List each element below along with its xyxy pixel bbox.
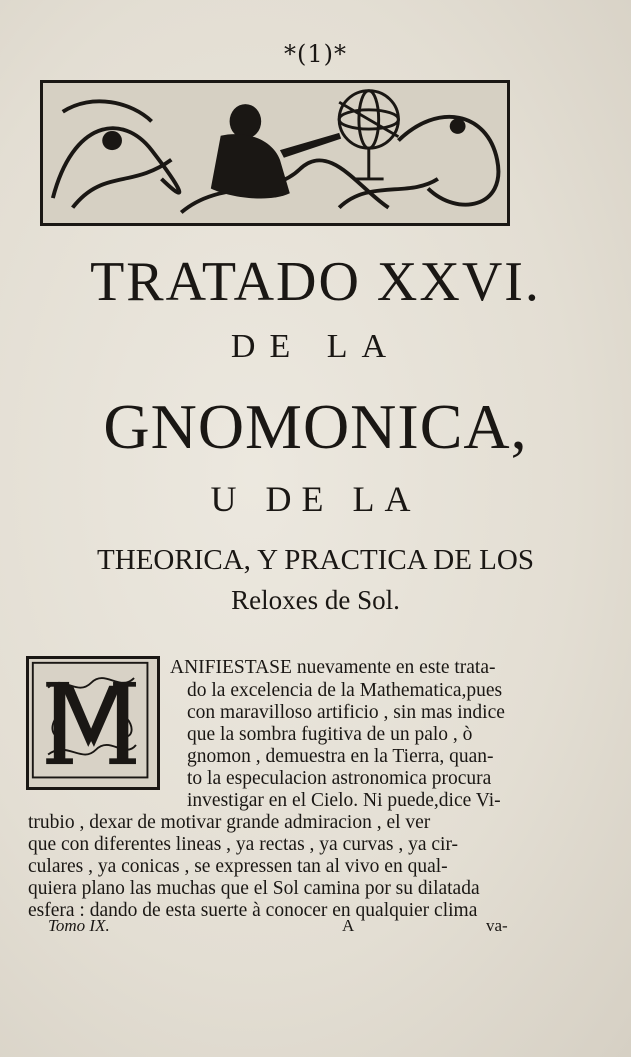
page-number: *(1)*: [284, 40, 347, 68]
body-line-12: esfera : dando de esta suerte à conocer en qualquier clima: [28, 900, 478, 921]
volume-label: Tomo IX.: [48, 916, 110, 935]
body-line-11: quiera plano las muchas que el Sol camina por su dilatada: [28, 878, 480, 899]
body-line-9: que con diferentes lineas , ya rectas , ya curvas , ya cir-: [28, 834, 459, 855]
title-line-1: TRATADO XXVI.: [90, 251, 541, 313]
body-line-1: ANIFIESTASE nuevamente en este trata-: [170, 657, 496, 678]
title-line-2: DE LA: [230, 328, 401, 365]
body-line-8: trubio , dexar de motivar grande admiracion , el ver: [28, 812, 431, 833]
body-line-10: culares , ya conicas , se expressen tan al vivo en qual-: [28, 856, 448, 877]
decorated-initial-m: [26, 656, 160, 790]
body-line-5: gnomon , demuestra en la Tierra, quan-: [187, 746, 494, 767]
headpiece-woodcut: [43, 83, 507, 223]
headpiece-ornament: [40, 80, 510, 226]
title-line-6: Reloxes de Sol.: [231, 585, 400, 615]
body-line-7: investigar en el Cielo. Ni puede,dice Vi-: [187, 790, 501, 811]
title-line-5: THEORICA, Y PRACTICA DE LOS: [97, 544, 534, 576]
catchword: va-: [486, 916, 508, 935]
body-line-3: con maravilloso artificio , sin mas indice: [187, 702, 505, 723]
initial-m-woodcut: [29, 659, 157, 787]
signature-mark: A: [342, 916, 355, 935]
title-line-3: GNOMONICA,: [103, 391, 528, 462]
body-line-2: do la excelencia de la Mathematica,pues: [187, 680, 503, 701]
title-line-4: U DE LA: [210, 479, 421, 519]
body-line-6: to la especulacion astronomica procura: [187, 768, 492, 789]
body-line-4: que la sombra fugitiva de un palo , ò: [187, 724, 473, 745]
